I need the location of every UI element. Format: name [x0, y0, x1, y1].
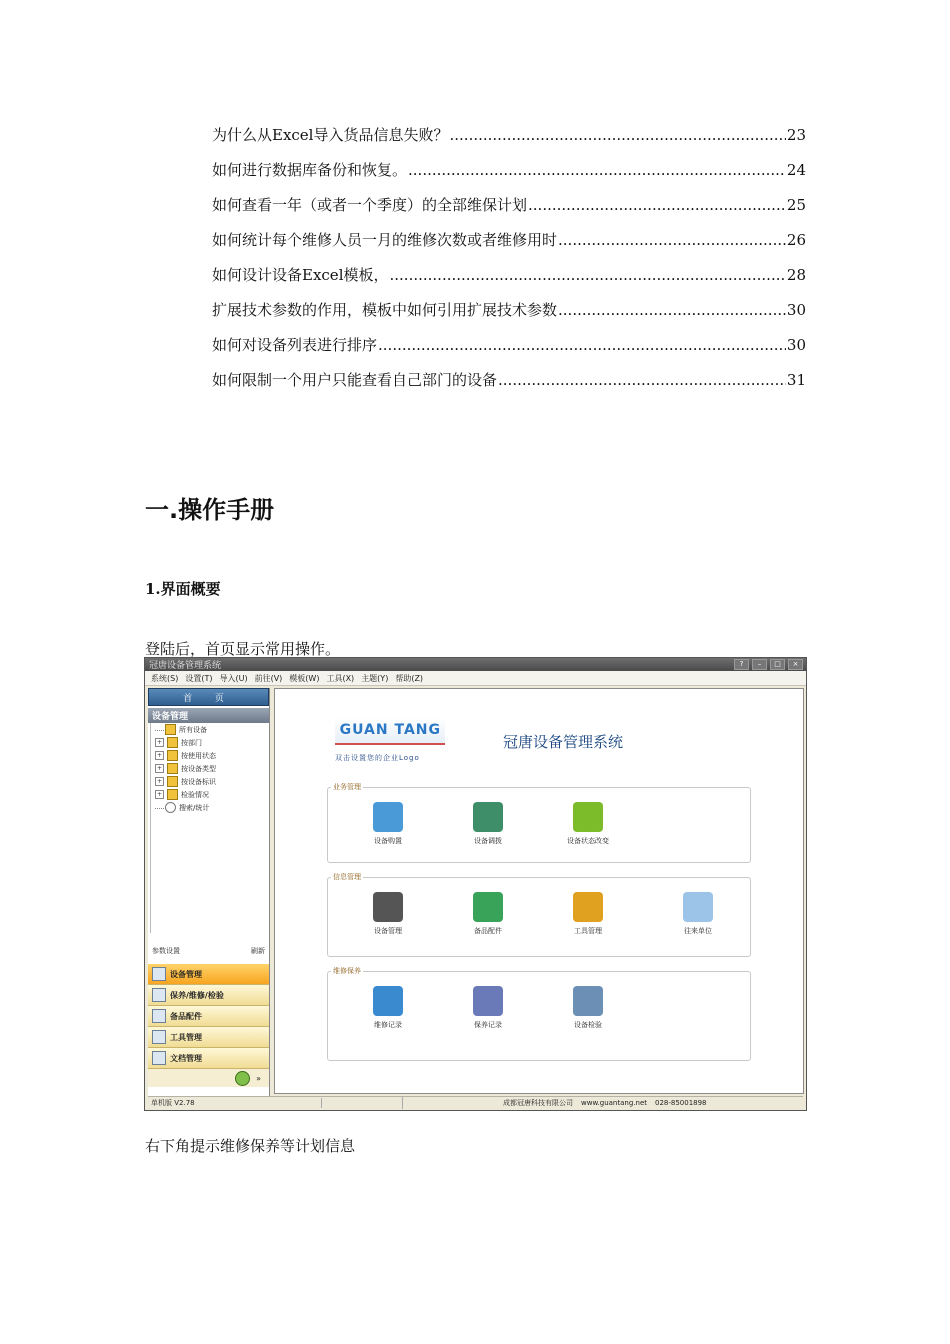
- minimize-button[interactable]: –: [752, 659, 767, 670]
- toc-entry[interactable]: [212, 299, 806, 334]
- tree-item[interactable]: [151, 749, 269, 762]
- tile-label: 设备管理: [374, 927, 402, 935]
- toc-leader: [528, 196, 786, 214]
- module-icon: [152, 1030, 166, 1044]
- module-icon: [373, 802, 403, 832]
- function-group: [327, 967, 751, 1061]
- toc-entry[interactable]: [212, 334, 806, 369]
- toc-entry[interactable]: [212, 264, 806, 299]
- toc-page-number: 30: [786, 301, 806, 319]
- menu-item[interactable]: 系统(S): [151, 673, 179, 683]
- system-title: 冠唐设备管理系统: [503, 733, 624, 751]
- tree-item[interactable]: [151, 801, 269, 814]
- refresh-link[interactable]: 刷新: [251, 947, 265, 955]
- search-icon: [165, 802, 176, 813]
- module-icon: [152, 1009, 166, 1023]
- tree-label: 检验情况: [181, 790, 209, 799]
- tree-label: 按使用状态: [181, 751, 216, 760]
- tile-label: 保养记录: [474, 1021, 502, 1029]
- menu-item[interactable]: 设置(T): [185, 673, 213, 683]
- folder-icon: [167, 776, 178, 787]
- tile-label: 设备购置: [374, 837, 402, 845]
- toc-title: 如何统计每个维修人员一月的维修次数或者维修用时: [212, 231, 558, 249]
- function-tile[interactable]: [348, 986, 428, 1030]
- nav-item[interactable]: [148, 964, 269, 985]
- toc-title: 如何查看一年（或者一个季度）的全部维保计划: [212, 196, 528, 214]
- tile-label: 备品配件: [474, 927, 502, 935]
- module-icon: [573, 802, 603, 832]
- section-heading: 一.操作手册: [145, 496, 275, 524]
- toc-title: 如何限制一个用户只能查看自己部门的设备: [212, 371, 498, 389]
- toc-page-number: 24: [786, 161, 806, 179]
- window-title: 冠唐设备管理系统: [149, 661, 222, 671]
- tree-connector: [155, 807, 164, 809]
- nav-label: 工具管理: [170, 1032, 202, 1042]
- app-screenshot-window: [145, 658, 806, 1110]
- toc-leader: [450, 126, 786, 144]
- intro-paragraph: 登陆后，首页显示常用操作。: [145, 640, 341, 658]
- function-tile[interactable]: [348, 892, 428, 936]
- toc-title: 扩展技术参数的作用，模板中如何引用扩展技术参数: [212, 301, 558, 319]
- tile-label: 设备调拨: [474, 837, 502, 845]
- expand-icon[interactable]: +: [156, 778, 163, 785]
- tree-label: 按设备标识: [181, 777, 216, 786]
- folder-icon: [167, 763, 178, 774]
- function-tile[interactable]: [548, 802, 628, 846]
- module-icon: [573, 986, 603, 1016]
- status-panel: [322, 1097, 403, 1109]
- device-tree: [150, 723, 269, 933]
- phone-label: 028-85001898: [655, 1099, 707, 1107]
- tree-item[interactable]: [151, 788, 269, 801]
- tree-item[interactable]: [151, 762, 269, 775]
- version-label: 单机版 V2.78: [148, 1098, 322, 1108]
- nav-label: 设备管理: [170, 969, 202, 979]
- close-button[interactable]: ×: [788, 659, 803, 670]
- subsection-heading: 1.界面概要: [145, 580, 221, 598]
- nav-item[interactable]: [148, 985, 269, 1006]
- module-icon: [373, 986, 403, 1016]
- function-tile[interactable]: [448, 802, 528, 846]
- toc-page-number: 26: [786, 231, 806, 249]
- tree-item[interactable]: [151, 775, 269, 788]
- closing-paragraph: 右下角提示维修保养等计划信息: [145, 1137, 356, 1155]
- function-tile[interactable]: [658, 892, 738, 936]
- tree-connector: [155, 729, 164, 731]
- chevron-more-icon[interactable]: »: [256, 1073, 261, 1083]
- toc-title: 如何对设备列表进行排序: [212, 336, 378, 354]
- toc-leader: [390, 266, 786, 284]
- home-button[interactable]: 首 页: [148, 688, 269, 706]
- toc-page-number: 23: [786, 126, 806, 144]
- tile-label: 往来单位: [684, 927, 712, 935]
- toc-page-number: 25: [786, 196, 806, 214]
- toc-leader: [378, 336, 786, 354]
- function-group: [327, 783, 751, 863]
- sidebar: [148, 688, 270, 1096]
- menu-item[interactable]: 导入(U): [219, 673, 248, 683]
- group-label: 维修保养: [333, 967, 361, 975]
- toc-leader: [558, 301, 786, 319]
- expand-icon[interactable]: +: [156, 765, 163, 772]
- tree-item[interactable]: [151, 723, 269, 736]
- nav-label: 备品配件: [170, 1011, 202, 1021]
- toc-page-number: 31: [786, 371, 806, 389]
- help-window-button[interactable]: ?: [734, 659, 749, 670]
- expand-icon[interactable]: +: [156, 791, 163, 798]
- sidebar-footer: [148, 946, 269, 958]
- nav-item[interactable]: [148, 1048, 269, 1069]
- toc-title: 如何设计设备Excel模板，: [212, 266, 389, 284]
- toc: [212, 124, 806, 404]
- module-icon: [473, 986, 503, 1016]
- sidebar-section-title: 设备管理: [148, 708, 269, 723]
- tile-label: 设备状态改变: [567, 837, 609, 845]
- toc-entry[interactable]: [212, 124, 806, 159]
- menu-item[interactable]: 前往(V): [254, 673, 283, 683]
- group-label: 业务管理: [333, 783, 361, 791]
- module-icon: [152, 1051, 166, 1065]
- module-icon: [473, 802, 503, 832]
- module-icon: [373, 892, 403, 922]
- tree-label: 搜索/统计: [179, 803, 210, 812]
- logo-hint: 双击设置您的企业Logo: [335, 754, 420, 762]
- folder-icon: [167, 750, 178, 761]
- toc-title: 为什么从Excel导入货品信息失败？: [212, 126, 449, 144]
- function-tile[interactable]: [448, 892, 528, 936]
- logo-text: GUAN TANG: [335, 717, 445, 745]
- company-label: 成都冠唐科技有限公司: [503, 1099, 573, 1107]
- nav-footer: [148, 1069, 269, 1087]
- nav-stack: [148, 964, 269, 1087]
- toc-entry[interactable]: [212, 369, 806, 404]
- toc-entry[interactable]: [212, 229, 806, 264]
- maximize-button[interactable]: □: [770, 659, 785, 670]
- param-settings-link[interactable]: 参数设置: [152, 947, 180, 955]
- tree-label: 所有设备: [179, 725, 207, 734]
- menu-item[interactable]: 主题(Y): [361, 673, 389, 683]
- company-logo[interactable]: [335, 717, 445, 761]
- module-icon: [152, 967, 166, 981]
- home-content: [274, 688, 804, 1094]
- toc-leader: [408, 161, 786, 179]
- tree-label: 按部门: [181, 738, 202, 747]
- website-label: www.guantang.net: [581, 1099, 647, 1107]
- options-icon[interactable]: [235, 1071, 250, 1086]
- status-bar: [148, 1096, 803, 1109]
- menubar: [145, 671, 806, 686]
- function-tile[interactable]: [448, 986, 528, 1030]
- function-group: [327, 873, 751, 957]
- function-tile[interactable]: [348, 802, 428, 846]
- toc-page-number: 28: [786, 266, 806, 284]
- tile-label: 工具管理: [574, 927, 602, 935]
- menu-item[interactable]: 帮助(Z): [395, 673, 424, 683]
- folder-icon: [167, 789, 178, 800]
- toc-page-number: 30: [786, 336, 806, 354]
- menu-item[interactable]: 模板(W): [289, 673, 320, 683]
- toc-leader: [498, 371, 786, 389]
- module-icon: [473, 892, 503, 922]
- nav-item[interactable]: [148, 1006, 269, 1027]
- toc-leader: [558, 231, 786, 249]
- tree-label: 按设备类型: [181, 764, 216, 773]
- group-label: 信息管理: [333, 873, 361, 881]
- module-icon: [152, 988, 166, 1002]
- window-titlebar: [145, 658, 806, 671]
- tile-label: 设备检验: [574, 1021, 602, 1029]
- folder-icon: [165, 724, 176, 735]
- toc-entry[interactable]: [212, 194, 806, 229]
- toc-title: 如何进行数据库备份和恢复。: [212, 161, 408, 179]
- toc-entry[interactable]: [212, 159, 806, 194]
- menu-item[interactable]: 工具(X): [326, 673, 355, 683]
- function-tile[interactable]: [548, 986, 628, 1030]
- nav-label: 文档管理: [170, 1053, 202, 1063]
- tree-item[interactable]: [151, 736, 269, 749]
- nav-item[interactable]: [148, 1027, 269, 1048]
- folder-icon: [167, 737, 178, 748]
- module-icon: [683, 892, 713, 922]
- module-icon: [573, 892, 603, 922]
- tile-label: 维修记录: [374, 1021, 402, 1029]
- expand-icon[interactable]: +: [156, 739, 163, 746]
- expand-icon[interactable]: +: [156, 752, 163, 759]
- nav-label: 保养/维修/检验: [170, 990, 224, 1000]
- function-tile[interactable]: [548, 892, 628, 936]
